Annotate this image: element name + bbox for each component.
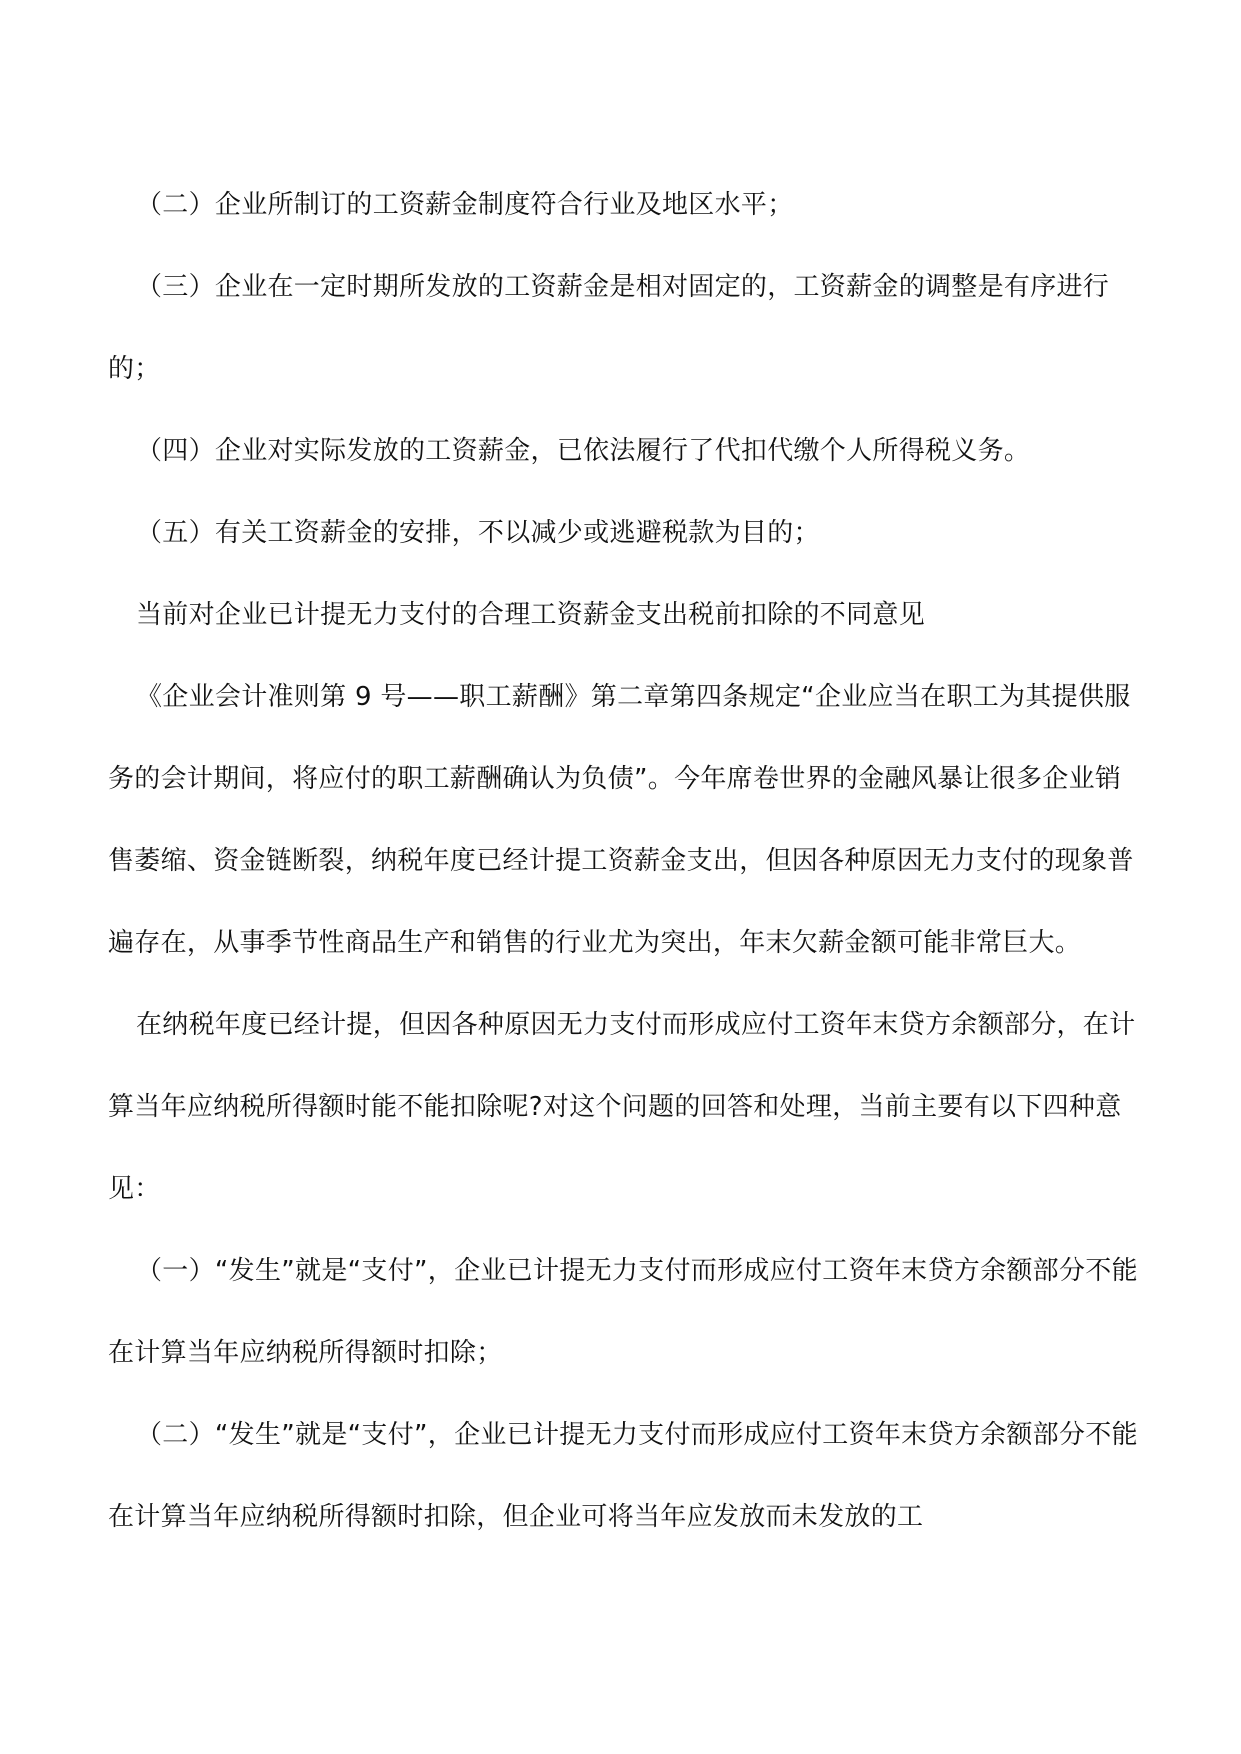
- paragraph-item-2: （二）企业所制订的工资薪金制度符合行业及地区水平；: [136, 190, 794, 220]
- paragraph-item-4: （四）企业对实际发放的工资薪金，已依法履行了代扣代缴个人所得税义务。: [136, 436, 1031, 466]
- body-paragraph: 在纳税年度已经计提，但因各种原因无力支付而形成应付工资年末贷方余额部分，在计算当年应纳税所得额时能不能扣除呢?对这个问题的回答和处理，当前主要有以下四种意见：: [108, 1010, 1136, 1204]
- paragraph-item-3: （三）企业在一定时期所发放的工资薪金是相对固定的，工资薪金的调整是有序进行的；: [108, 272, 1110, 384]
- document-body: [108, 164, 1138, 1558]
- paragraph-item-5: （五）有关工资薪金的安排，不以减少或逃避税款为目的；: [136, 518, 820, 548]
- body-paragraph: 《企业会计准则第 9 号——职工薪酬》第二章第四条规定“企业应当在职工为其提供服务的会计期间，将应付的职工薪酬确认为负债”。今年席卷世界的金融风暴让很多企业销售萎缩、资金链断裂，纳税年度已经计提工资薪金支出，但因各种原因无力支付的现象普遍存在，从事季节性商品生产和销售的行业尤为突出，年末欠薪金额可能非常巨大。: [108, 682, 1134, 958]
- opinion-item-2: （二）“发生”就是“支付”，企业已计提无力支付而形成应付工资年末贷方余额部分不能在计算当年应纳税所得额时扣除，但企业可将当年应发放而未发放的工: [108, 1420, 1138, 1532]
- section-heading: 当前对企业已计提无力支付的合理工资薪金支出税前扣除的不同意见: [136, 600, 926, 630]
- opinion-item-1: （一）“发生”就是“支付”，企业已计提无力支付而形成应付工资年末贷方余额部分不能在计算当年应纳税所得额时扣除；: [108, 1256, 1138, 1368]
